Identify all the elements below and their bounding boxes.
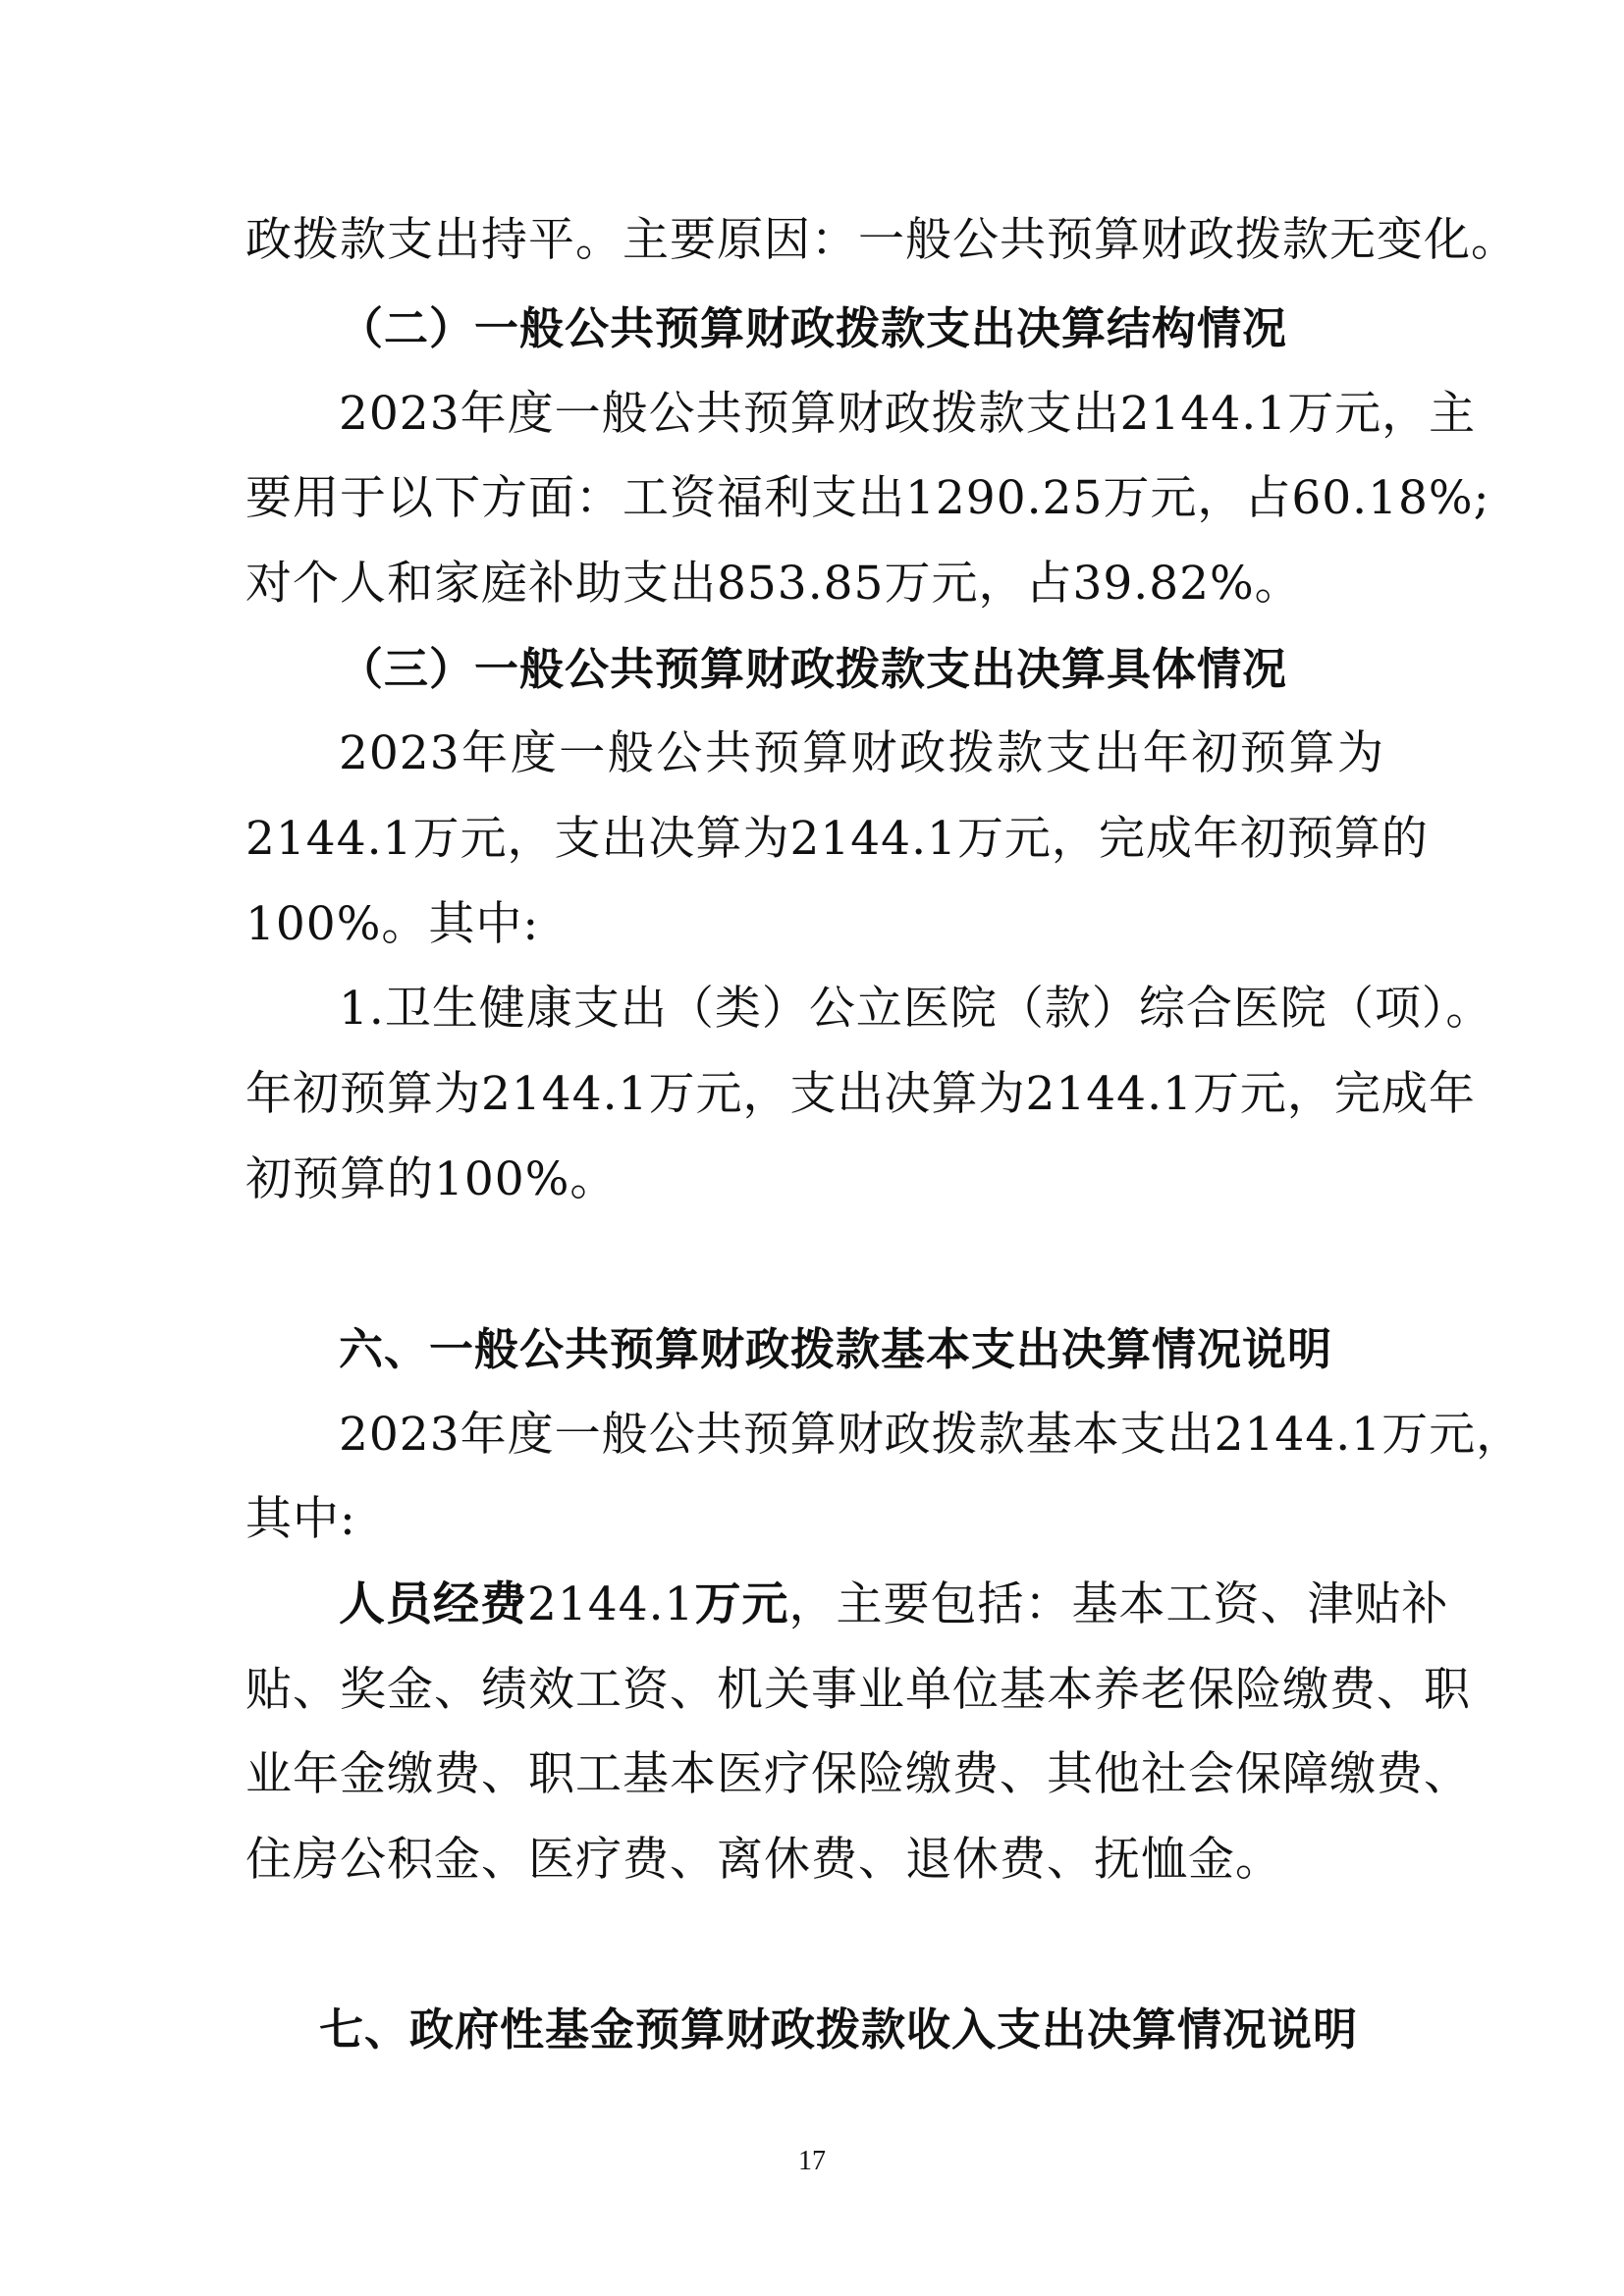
body-text-line: 要用于以下方面：工资福利支出1290.25万元，占60.18%; [245, 471, 1490, 525]
body-text-line: 业年金缴费、职工基本医疗保险缴费、其他社会保障缴费、 [245, 1747, 1471, 1801]
section-heading-seven: 七、政府性基金预算财政拨款收入支出决算情况说明 [319, 2003, 1359, 2056]
body-text-line: 政拨款支出持平。主要原因：一般公共预算财政拨款无变化。 [245, 213, 1518, 267]
body-text-line: 其中: [245, 1492, 356, 1546]
body-text-line: 2023年度一般公共预算财政拨款支出2144.1万元，主 [339, 387, 1477, 441]
section-heading-3: （三）一般公共预算财政拨款支出决算具体情况 [339, 643, 1288, 695]
body-text-line: 100%。其中: [245, 897, 540, 951]
personnel-expense-label: 人员经费 [339, 1577, 527, 1631]
personnel-expense-amount: 2144.1 [527, 1577, 695, 1631]
body-text-line: 对个人和家庭补助支出853.85万元，占39.82%。 [245, 557, 1302, 611]
body-text-line: 贴、奖金、绩效工资、机关事业单位基本养老保险缴费、职 [245, 1663, 1471, 1717]
personnel-expense-line [339, 1575, 1449, 1634]
personnel-expense-text: ，主要包括：基本工资、津贴补 [788, 1577, 1449, 1631]
body-text-line: 2023年度一般公共预算财政拨款基本支出2144.1万元， [339, 1408, 1524, 1462]
body-text-line: 年初预算为2144.1万元，支出决算为2144.1万元，完成年 [245, 1067, 1476, 1121]
body-text-line: 住房公积金、医疗费、离休费、退休费、抚恤金。 [245, 1833, 1282, 1887]
body-text-line: 2023年度一般公共预算财政拨款支出年初预算为 [339, 726, 1384, 780]
section-heading-six: 六、一般公共预算财政拨款基本支出决算情况说明 [339, 1323, 1333, 1375]
body-text-line: 2144.1万元，支出决算为2144.1万元，完成年初预算的 [245, 812, 1429, 866]
list-item-1: 1.卫生健康支出（类）公立医院（款）综合医院（项）。 [339, 982, 1493, 1036]
personnel-expense-unit: 万元 [694, 1577, 789, 1631]
page-number: 17 [798, 2146, 826, 2176]
body-text-line: 初预算的100%。 [245, 1152, 618, 1206]
section-heading-2: （二）一般公共预算财政拨款支出决算结构情况 [339, 302, 1288, 354]
